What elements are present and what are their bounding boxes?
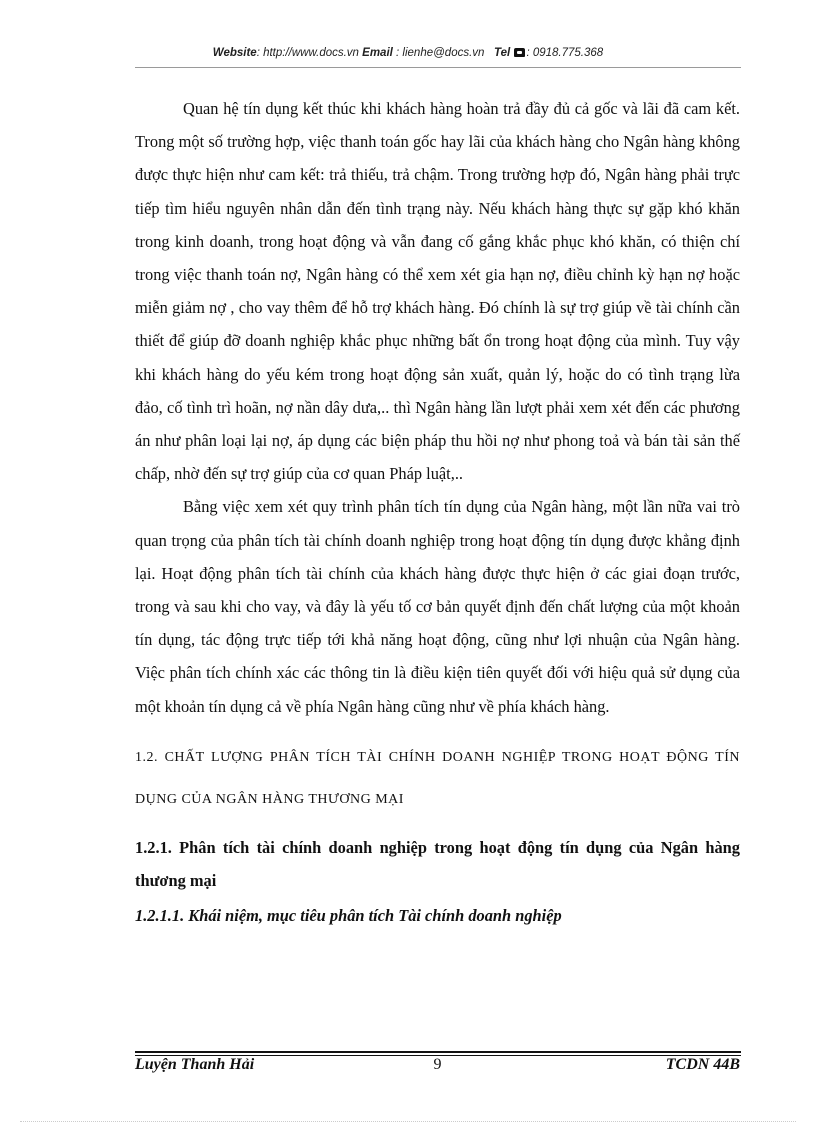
subsubsection-heading: 1.2.1.1. Khái niệm, mục tiêu phân tích Tài chính doanh nghiệp — [135, 905, 562, 925]
website-value: : http://www.docs.vn — [256, 47, 359, 59]
document-body — [135, 92, 740, 933]
footer-divider-thick — [135, 1051, 741, 1053]
email-value: : lienhe@docs.vn — [392, 47, 485, 59]
page-bottom-border — [20, 1121, 796, 1122]
tel-label: Tel — [494, 47, 511, 59]
page-header — [0, 47, 816, 65]
header-divider — [135, 67, 741, 68]
paragraph-2: Bằng việc xem xét quy trình phân tích tín dụng của Ngân hàng, một lần nữa vai trò quan trọng của phân tích tài chính doanh nghiệp trong hoạt động tín dụng được khẳng định lại. Hoạt động phân tích tài chính của khách hàng được thực hiện ở các giai đoạn trước, trong và sau khi cho vay, và đây là yếu tố cơ bản quyết định đến chất lượng của một khoản tín dụng, tác động trực tiếp tới khả năng hoạt động, cũng như lợi nhuận của Ngân hàng. Việc phân tích chính xác các thông tin là điều kiện tiên quyết đối với hiệu quả sử dụng của một khoản tín dụng cả về phía Ngân hàng cũng như về phía khách hàng. — [135, 497, 740, 716]
page-footer — [135, 1056, 740, 1076]
website-label: Website — [212, 47, 257, 59]
section-heading: 1.2. CHẤT LƯỢNG PHÂN TÍCH TÀI CHÍNH DOANH NGHIỆP TRONG HOẠT ĐỘNG TÍN DỤNG CỦA NGÂN HÀNG THƯƠNG MẠI — [135, 749, 740, 807]
footer-author: Luyện Thanh Hải — [135, 1056, 255, 1073]
phone-icon — [514, 48, 525, 57]
subsection-heading: 1.2.1. Phân tích tài chính doanh nghiệp trong hoạt động tín dụng của Ngân hàng thương mại — [135, 837, 740, 890]
email-label: Email — [362, 47, 393, 59]
page-number: 9 — [433, 1056, 442, 1073]
footer-class-code: TCDN 44B — [665, 1056, 740, 1073]
paragraph-1: Quan hệ tín dụng kết thúc khi khách hàng hoàn trả đầy đủ cả gốc và lãi đã cam kết. Trong một số trường hợp, việc thanh toán gốc hay lãi của khách hàng cho Ngân hàng không được thực hiện như cam kết: trả thiếu, trả chậm. Trong trường hợp đó, Ngân hàng phải trực tiếp tìm hiểu nguyên nhân dẫn đến tình trạng này. Nếu khách hàng thực sự gặp khó khăn trong kinh doanh, trong hoạt động và vẫn đang cố gắng khắc phục khó khăn, có thiện chí trong việc thanh toán nợ, Ngân hàng có thể xem xét gia hạn nợ, điều chỉnh kỳ hạn nợ hoặc miễn giảm nợ , cho vay thêm để hỗ trợ khách hàng. Đó chính là sự trợ giúp về tài chính cần thiết để giúp đỡ doanh nghiệp khắc phục những bất ổn trong hoạt động của mình. Tuy vậy khi khách hàng do yếu kém trong hoạt động sản xuất, quản lý, hoặc do có tình trạng lừa đảo, cố tình trì hoãn, nợ nần dây dưa,.. thì Ngân hàng lần lượt phải xem xét đến các phương án như phân loại lại nợ, áp dụng các biện pháp thu hồi nợ như phong toả và bán tài sản thế chấp, nhờ đến sự trợ giúp của cơ quan Pháp luật,.. — [135, 99, 740, 484]
tel-value: : 0918.775.368 — [526, 47, 604, 59]
